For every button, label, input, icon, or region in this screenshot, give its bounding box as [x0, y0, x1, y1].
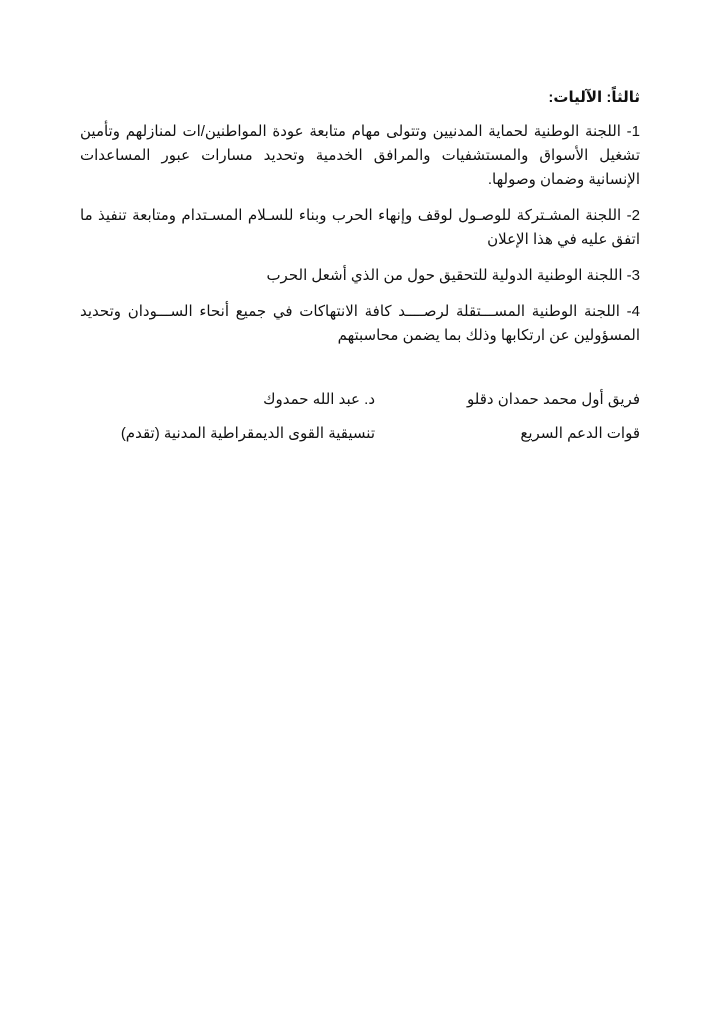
signatory-organizations-row	[80, 422, 640, 446]
mechanism-item-1: 1- اللجنة الوطنية لحماية المدنيين وتتولى مهام متابعة عودة المواطنين/ات لمنازلهم وتأمين تشغيل الأسواق والمستشفيات والمرافق الخدمية وتحديد مسارات عبور المساعدات الإنسانية وضمان وصولها.	[80, 123, 640, 188]
signatory-organization-taqaddum: تنسيقية القوى الديمقراطية المدنية (تقدم)	[120, 425, 375, 442]
signatory-name-rsf: فريق أول محمد حمدان دقلو	[467, 391, 640, 408]
signatory-organization-rsf: قوات الدعم السريع	[520, 425, 640, 442]
mechanism-item-4: 4- اللجنة الوطنية المســـتقلة لرصــــد كافة الانتهاكات في جميع أنحاء الســـودان وتحديد المسؤولين عن ارتكابها وذلك بما يضمن محاسبتهم	[80, 303, 640, 344]
mechanism-item-2: 2- اللجنة المشـتركة للوصـول لوقف وإنهاء الحرب وبناء للسـلام المسـتدام ومتابعة تنفيذ ما اتفق عليه في هذا الإعلان	[80, 207, 640, 248]
mechanism-item-3: 3- اللجنة الوطنية الدولية للتحقيق حول من الذي أشعل الحرب	[266, 267, 640, 284]
mechanisms-section	[80, 86, 640, 360]
signatory-name-taqaddum: د. عبد الله حمدوك	[263, 391, 375, 408]
signature-block	[80, 388, 640, 456]
section-heading: ثالثاً: الآليات:	[548, 89, 640, 106]
signatory-names-row	[80, 388, 640, 412]
